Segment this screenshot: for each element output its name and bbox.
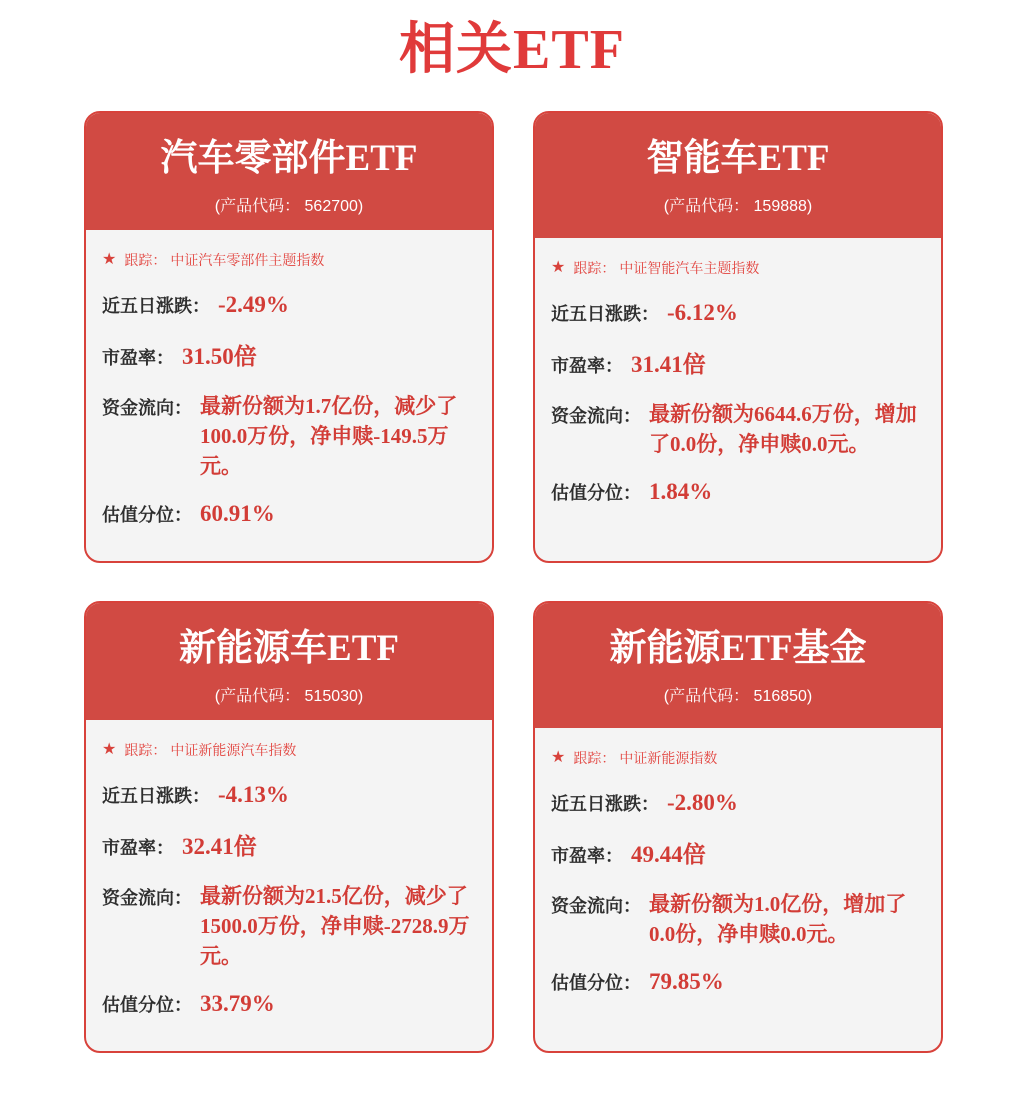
valuation-row [102, 501, 474, 527]
etf-title: 智能车ETF [646, 137, 830, 179]
etf-title: 新能源车ETF [179, 627, 399, 669]
star-icon: ★ [551, 748, 566, 766]
valuation-value: 79.85% [649, 968, 724, 994]
tracking-row [551, 748, 923, 768]
valuation-label: 估值分位： [551, 482, 641, 503]
etf-product-code: (产品代码： 159888) [663, 198, 813, 216]
flow-row [102, 881, 474, 971]
valuation-value: 60.91% [200, 500, 275, 526]
flow-label: 资金流向： [551, 895, 641, 916]
card-header [533, 111, 943, 238]
etf-card-auto-parts [84, 111, 494, 563]
flow-value: 最新份额为1.0亿份，增加了0.0份，净申赎0.0元。 [649, 891, 907, 946]
five-day-label: 近五日涨跌： [551, 793, 659, 814]
flow-label: 资金流向： [551, 405, 641, 426]
related-etf-page [0, 14, 1024, 1053]
card-header [84, 111, 494, 230]
tracking-index: 中证新能源指数 [619, 749, 718, 766]
etf-title: 新能源ETF基金 [609, 627, 867, 669]
tracking-label: 跟踪： [124, 251, 167, 268]
star-icon: ★ [551, 258, 566, 276]
five-day-label: 近五日涨跌： [551, 303, 659, 324]
valuation-value: 1.84% [649, 478, 713, 504]
star-icon: ★ [102, 250, 117, 268]
valuation-label: 估值分位： [102, 504, 192, 525]
tracking-label: 跟踪： [124, 741, 167, 758]
page-title: 相关ETF [399, 19, 625, 81]
five-day-row [551, 790, 923, 816]
tracking-index: 中证智能汽车主题指数 [619, 259, 760, 276]
card-header [533, 601, 943, 728]
flow-label: 资金流向： [102, 397, 192, 418]
valuation-row [551, 479, 923, 505]
five-day-label: 近五日涨跌： [102, 785, 210, 806]
pe-row [102, 338, 474, 371]
tracking-row [551, 258, 923, 278]
five-day-value: -2.80% [667, 789, 738, 815]
etf-card-new-energy-vehicle [84, 601, 494, 1053]
pe-value: 31.50倍 [182, 343, 257, 369]
pe-label: 市盈率： [102, 347, 174, 368]
valuation-row [102, 991, 474, 1017]
pe-label: 市盈率： [102, 837, 174, 858]
pe-value: 32.41倍 [182, 833, 257, 859]
tracking-row [102, 740, 474, 760]
tracking-row [102, 250, 474, 270]
flow-row [551, 399, 923, 459]
five-day-label: 近五日涨跌： [102, 295, 210, 316]
card-body [535, 238, 941, 561]
pe-row [551, 346, 923, 379]
tracking-index: 中证新能源汽车指数 [170, 741, 297, 758]
valuation-row [551, 969, 923, 995]
five-day-value: -4.13% [218, 781, 289, 807]
flow-row [102, 391, 474, 481]
five-day-value: -6.12% [667, 299, 738, 325]
tracking-label: 跟踪： [573, 259, 616, 276]
etf-card-smart-car [533, 111, 943, 563]
valuation-label: 估值分位： [102, 994, 192, 1015]
five-day-value: -2.49% [218, 291, 289, 317]
pe-row [551, 836, 923, 869]
card-body [86, 230, 492, 561]
etf-cards-grid [84, 111, 943, 1053]
card-header [84, 601, 494, 720]
five-day-row [102, 292, 474, 318]
valuation-value: 33.79% [200, 990, 275, 1016]
pe-label: 市盈率： [551, 845, 623, 866]
etf-product-code: (产品代码： 515030) [214, 688, 364, 706]
flow-value: 最新份额为6644.6万份，增加了0.0份，净申赎0.0元。 [649, 401, 917, 456]
card-body [86, 720, 492, 1051]
etf-title: 汽车零部件ETF [160, 137, 418, 179]
flow-value: 最新份额为1.7亿份，减少了100.0万份，净申赎-149.5万元。 [200, 393, 458, 478]
flow-row [551, 889, 923, 949]
etf-card-new-energy-fund [533, 601, 943, 1053]
flow-value: 最新份额为21.5亿份，减少了1500.0万份，净申赎-2728.9万元。 [200, 883, 470, 968]
pe-label: 市盈率： [551, 355, 623, 376]
flow-label: 资金流向： [102, 887, 192, 908]
five-day-row [102, 782, 474, 808]
etf-product-code: (产品代码： 562700) [214, 198, 364, 216]
tracking-index: 中证汽车零部件主题指数 [170, 251, 325, 268]
five-day-row [551, 300, 923, 326]
star-icon: ★ [102, 740, 117, 758]
etf-product-code: (产品代码： 516850) [663, 688, 813, 706]
pe-row [102, 828, 474, 861]
valuation-label: 估值分位： [551, 972, 641, 993]
tracking-label: 跟踪： [573, 749, 616, 766]
pe-value: 49.44倍 [631, 841, 706, 867]
pe-value: 31.41倍 [631, 351, 706, 377]
card-body [535, 728, 941, 1051]
